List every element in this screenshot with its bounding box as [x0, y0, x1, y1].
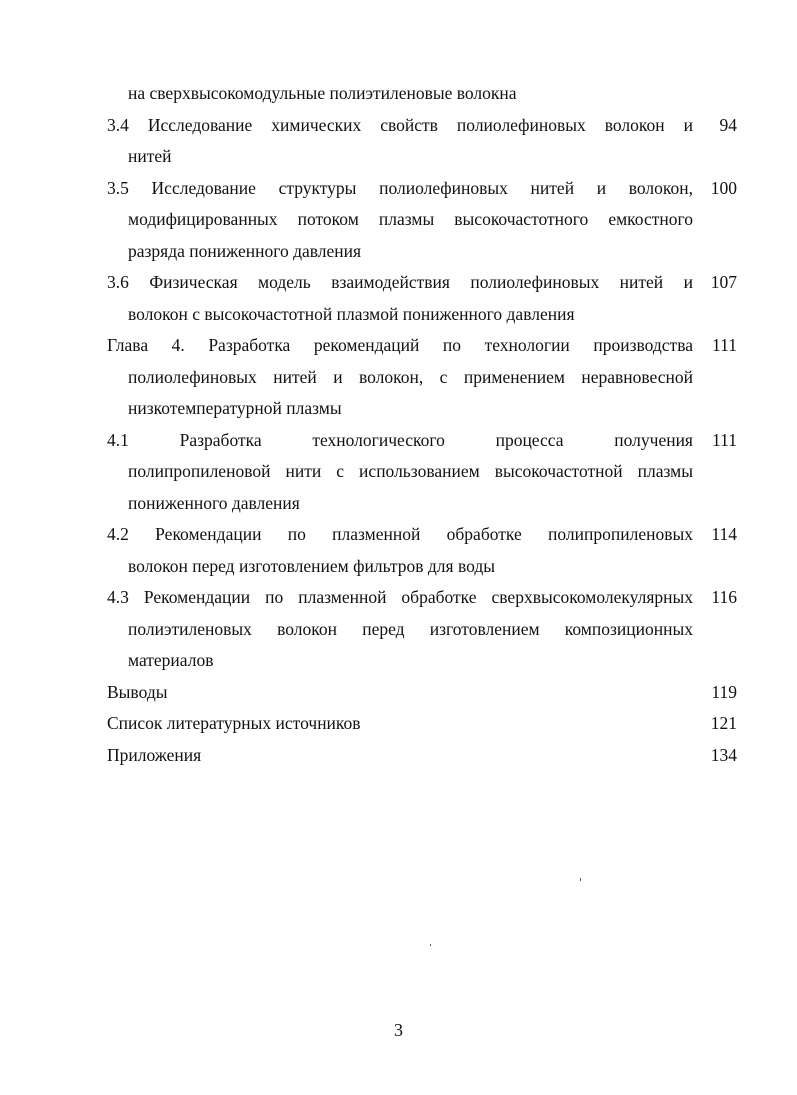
toc-line-text: Выводы: [107, 681, 168, 702]
toc-entry-continuation: [107, 393, 737, 425]
toc-line-text: разряда пониженного давления: [128, 240, 362, 261]
page-number: 3: [394, 1020, 403, 1040]
toc-entry-continuation: [107, 488, 737, 520]
toc-entry-title: [107, 677, 737, 709]
scan-speck: [430, 944, 431, 946]
toc-line-text: 3.4 Исследование химических свойств полиолефиновых волокон и: [107, 114, 693, 135]
toc-line-text: волокон с высокочастотной плазмой пониженного давления: [128, 303, 575, 324]
toc-entry-title: [107, 173, 737, 205]
toc-entry-continuation: [107, 236, 737, 268]
toc-entry-title: [107, 740, 737, 772]
toc-line-text: волокон перед изготовлением фильтров для воды: [128, 555, 495, 576]
toc-page-number: 114: [711, 524, 737, 544]
toc-line-text: на сверхвысокомодульные полиэтиленовые волокна: [128, 83, 517, 103]
toc-entry-title: [107, 519, 737, 551]
toc-entries: [107, 110, 737, 772]
toc-entry: [107, 330, 737, 425]
toc-line-text: 3.6 Физическая модель взаимодействия полиолефиновых нитей и: [107, 272, 693, 292]
toc-entry: [107, 740, 737, 772]
toc-entry-continuation: [107, 204, 737, 236]
toc-entry: [107, 519, 737, 582]
toc-line-text: 4.1 Разработка технологического процесса получения: [107, 429, 693, 450]
toc-entry: [107, 582, 737, 677]
table-of-contents: [107, 78, 737, 771]
toc-entry-continuation: [107, 141, 737, 173]
toc-entry-continuation: [107, 299, 737, 331]
toc-entry-continuation: [107, 551, 737, 583]
toc-line-text: 4.2 Рекомендации по плазменной обработке полипропиленовых: [107, 524, 693, 544]
toc-line-text: Список литературных источников: [107, 713, 361, 733]
toc-continuation-line: [107, 78, 737, 110]
toc-page-number: 94: [719, 114, 737, 135]
toc-page-number: 107: [710, 272, 737, 292]
toc-entry: [107, 708, 737, 740]
toc-entry-continuation: [107, 456, 737, 488]
toc-line-text: полипропиленовой нити с использованием высокочастотной плазмы: [128, 461, 693, 481]
toc-page-number: 134: [710, 744, 737, 765]
toc-entry-continuation: [107, 614, 737, 646]
toc-line-text: 4.3 Рекомендации по плазменной обработке сверхвысокомолекулярных: [107, 587, 693, 607]
toc-page-number: 100: [710, 177, 737, 198]
toc-line-text: полиолефиновых нитей и волокон, с применением неравновесной: [128, 366, 693, 387]
toc-entry-continuation: [107, 645, 737, 677]
toc-entry: [107, 677, 737, 709]
toc-page-number: 116: [711, 587, 737, 607]
toc-line-text: Глава 4. Разработка рекомендаций по технологии производства: [107, 335, 693, 355]
toc-entry: [107, 425, 737, 520]
toc-line-text: пониженного давления: [128, 492, 300, 513]
toc-entry-title: [107, 582, 737, 614]
toc-line-text: 3.5 Исследование структуры полиолефиновых нитей и волокон,: [107, 177, 693, 198]
toc-page-number: 121: [710, 713, 737, 733]
toc-entry: [107, 173, 737, 268]
scan-speck: [580, 878, 581, 881]
toc-page-number: 111: [712, 335, 737, 355]
toc-entry-title: [107, 330, 737, 362]
toc-line-text: модифицированных потоком плазмы высокочастотного емкостного: [128, 209, 693, 229]
toc-page-number: 111: [712, 429, 737, 450]
toc-entry-title: [107, 110, 737, 142]
toc-page-number: 119: [711, 681, 737, 702]
toc-line-text: низкотемпературной плазмы: [128, 398, 342, 418]
toc-line-text: нитей: [128, 146, 172, 166]
toc-entry-title: [107, 267, 737, 299]
toc-entry: [107, 110, 737, 173]
toc-line-text: Приложения: [107, 744, 202, 765]
toc-entry: [107, 267, 737, 330]
toc-entry-continuation: [107, 362, 737, 394]
toc-line-text: полиэтиленовых волокон перед изготовлением композиционных: [128, 618, 693, 639]
toc-entry-title: [107, 425, 737, 457]
toc-line-text: материалов: [128, 650, 214, 670]
toc-entry-title: [107, 708, 737, 740]
